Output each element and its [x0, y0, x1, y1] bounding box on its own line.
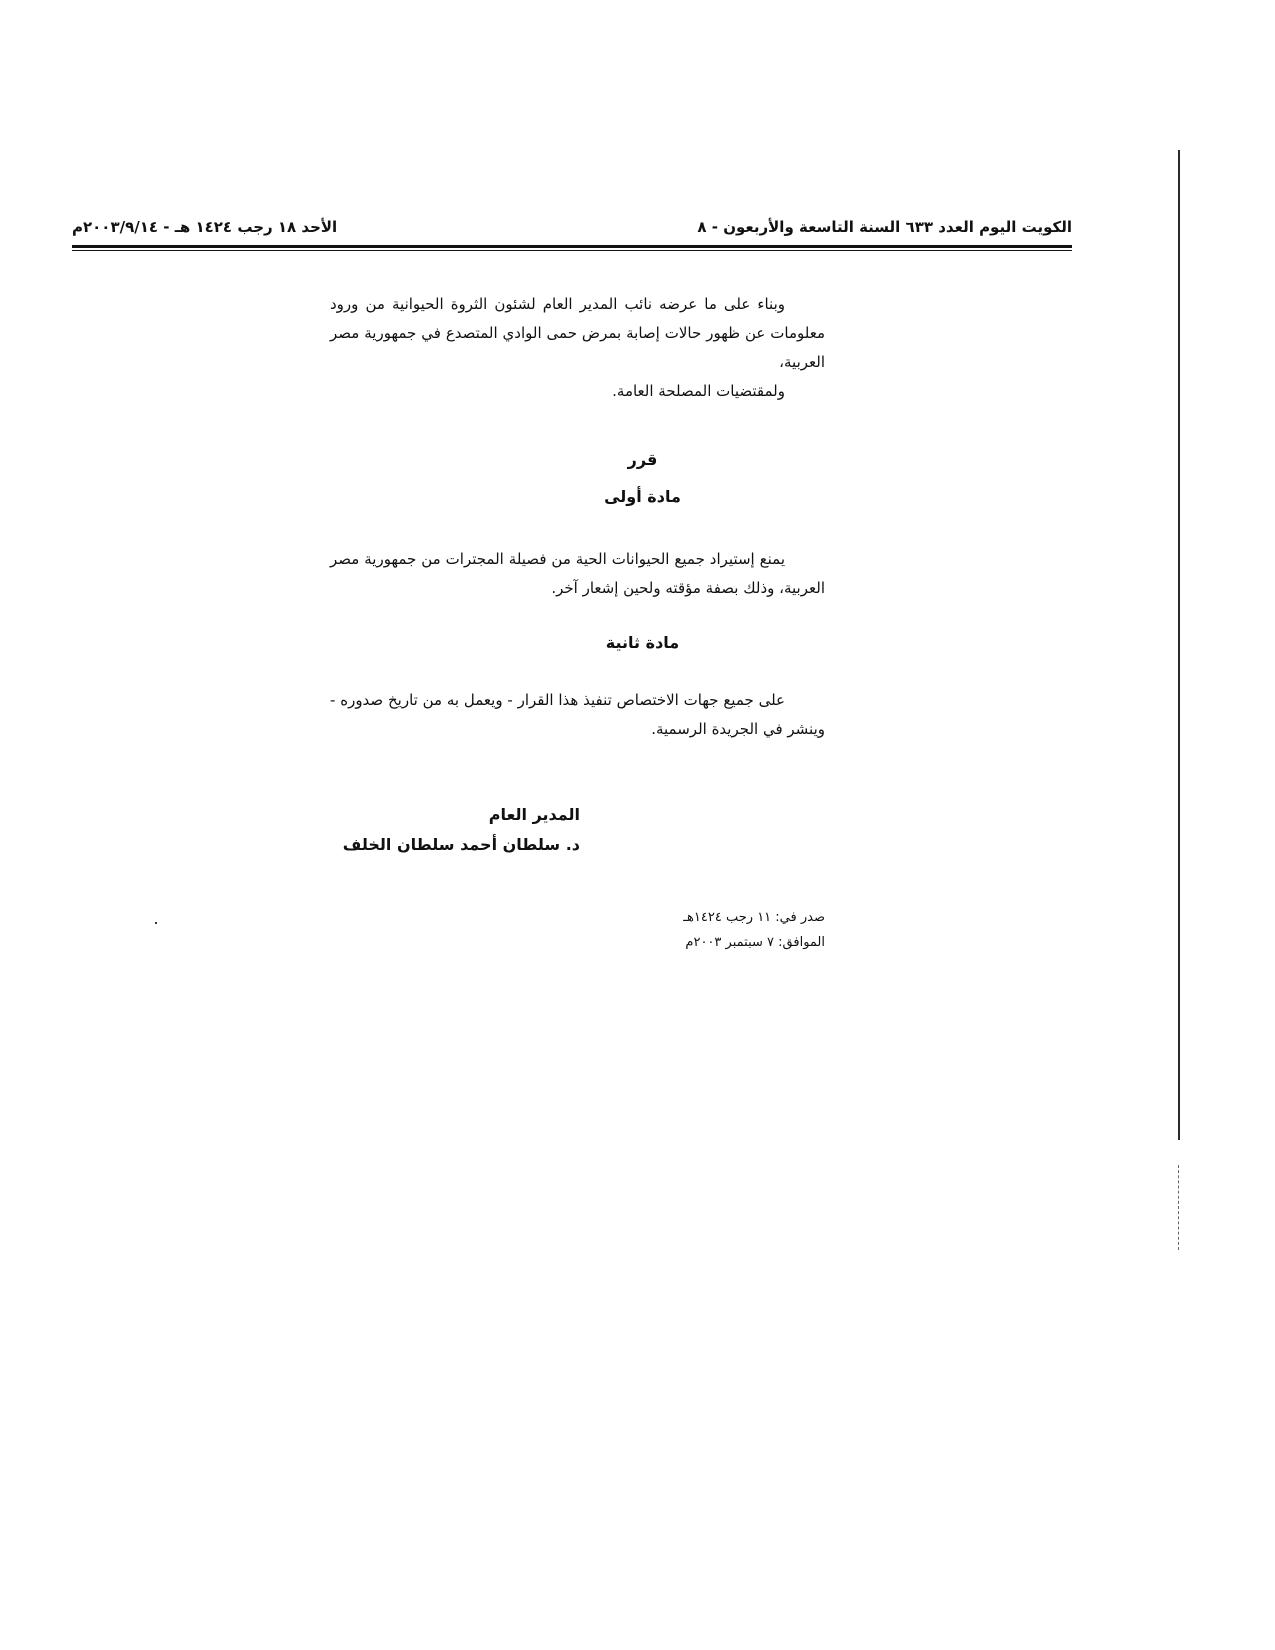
issued-on-date: صدر في: ١١ رجب ١٤٢٤هـ: [683, 910, 825, 925]
corresponding-date: الموافق: ٧ سبتمبر ٢٠٠٣م: [685, 935, 825, 950]
scan-edge-dashes: [1178, 1165, 1180, 1250]
signatory-title: المدير العام: [488, 805, 580, 824]
article-2-heading: مادة ثانية: [605, 633, 680, 652]
preamble-paragraph-2: ولمقتضيات المصلحة العامة.: [612, 382, 785, 400]
header-date: الأحد ١٨ رجب ١٤٢٤ هـ - ٢٠٠٣/٩/١٤م: [72, 218, 338, 236]
article-1-heading: مادة أولى: [604, 487, 681, 506]
preamble-paragraph-1: وبناء على ما عرضه نائب المدير العام لشئون الثروة الحيوانية من ورود معلومات عن ظهور حالات إصابة بمرض حمى الوادي المتصدع في جمهورية مصر العربية،: [330, 295, 825, 371]
header-rule-thick: [72, 245, 1072, 248]
scan-speck: [155, 922, 157, 924]
header-issue-info: الكويت اليوم العدد ٦٣٣ السنة التاسعة والأربعون - ٨: [697, 218, 1072, 236]
preamble: [330, 290, 825, 406]
article-1-text: يمنع إستيراد جميع الحيوانات الحية من فصيلة المجترات من جمهورية مصر العربية، وذلك بصفة مؤقته ولحين إشعار آخر.: [330, 550, 825, 597]
signatory-name: د. سلطان أحمد سلطان الخلف: [342, 835, 580, 854]
issuance-dates: [560, 905, 825, 955]
article-2-text: على جميع جهات الاختصاص تنفيذ هذا القرار - ويعمل به من تاريخ صدوره - وينشر في الجريدة الرسمية.: [330, 691, 825, 738]
header-rule-thin: [72, 250, 1072, 251]
gazette-header: [72, 218, 1072, 244]
decision-heading: قرر: [627, 450, 658, 469]
